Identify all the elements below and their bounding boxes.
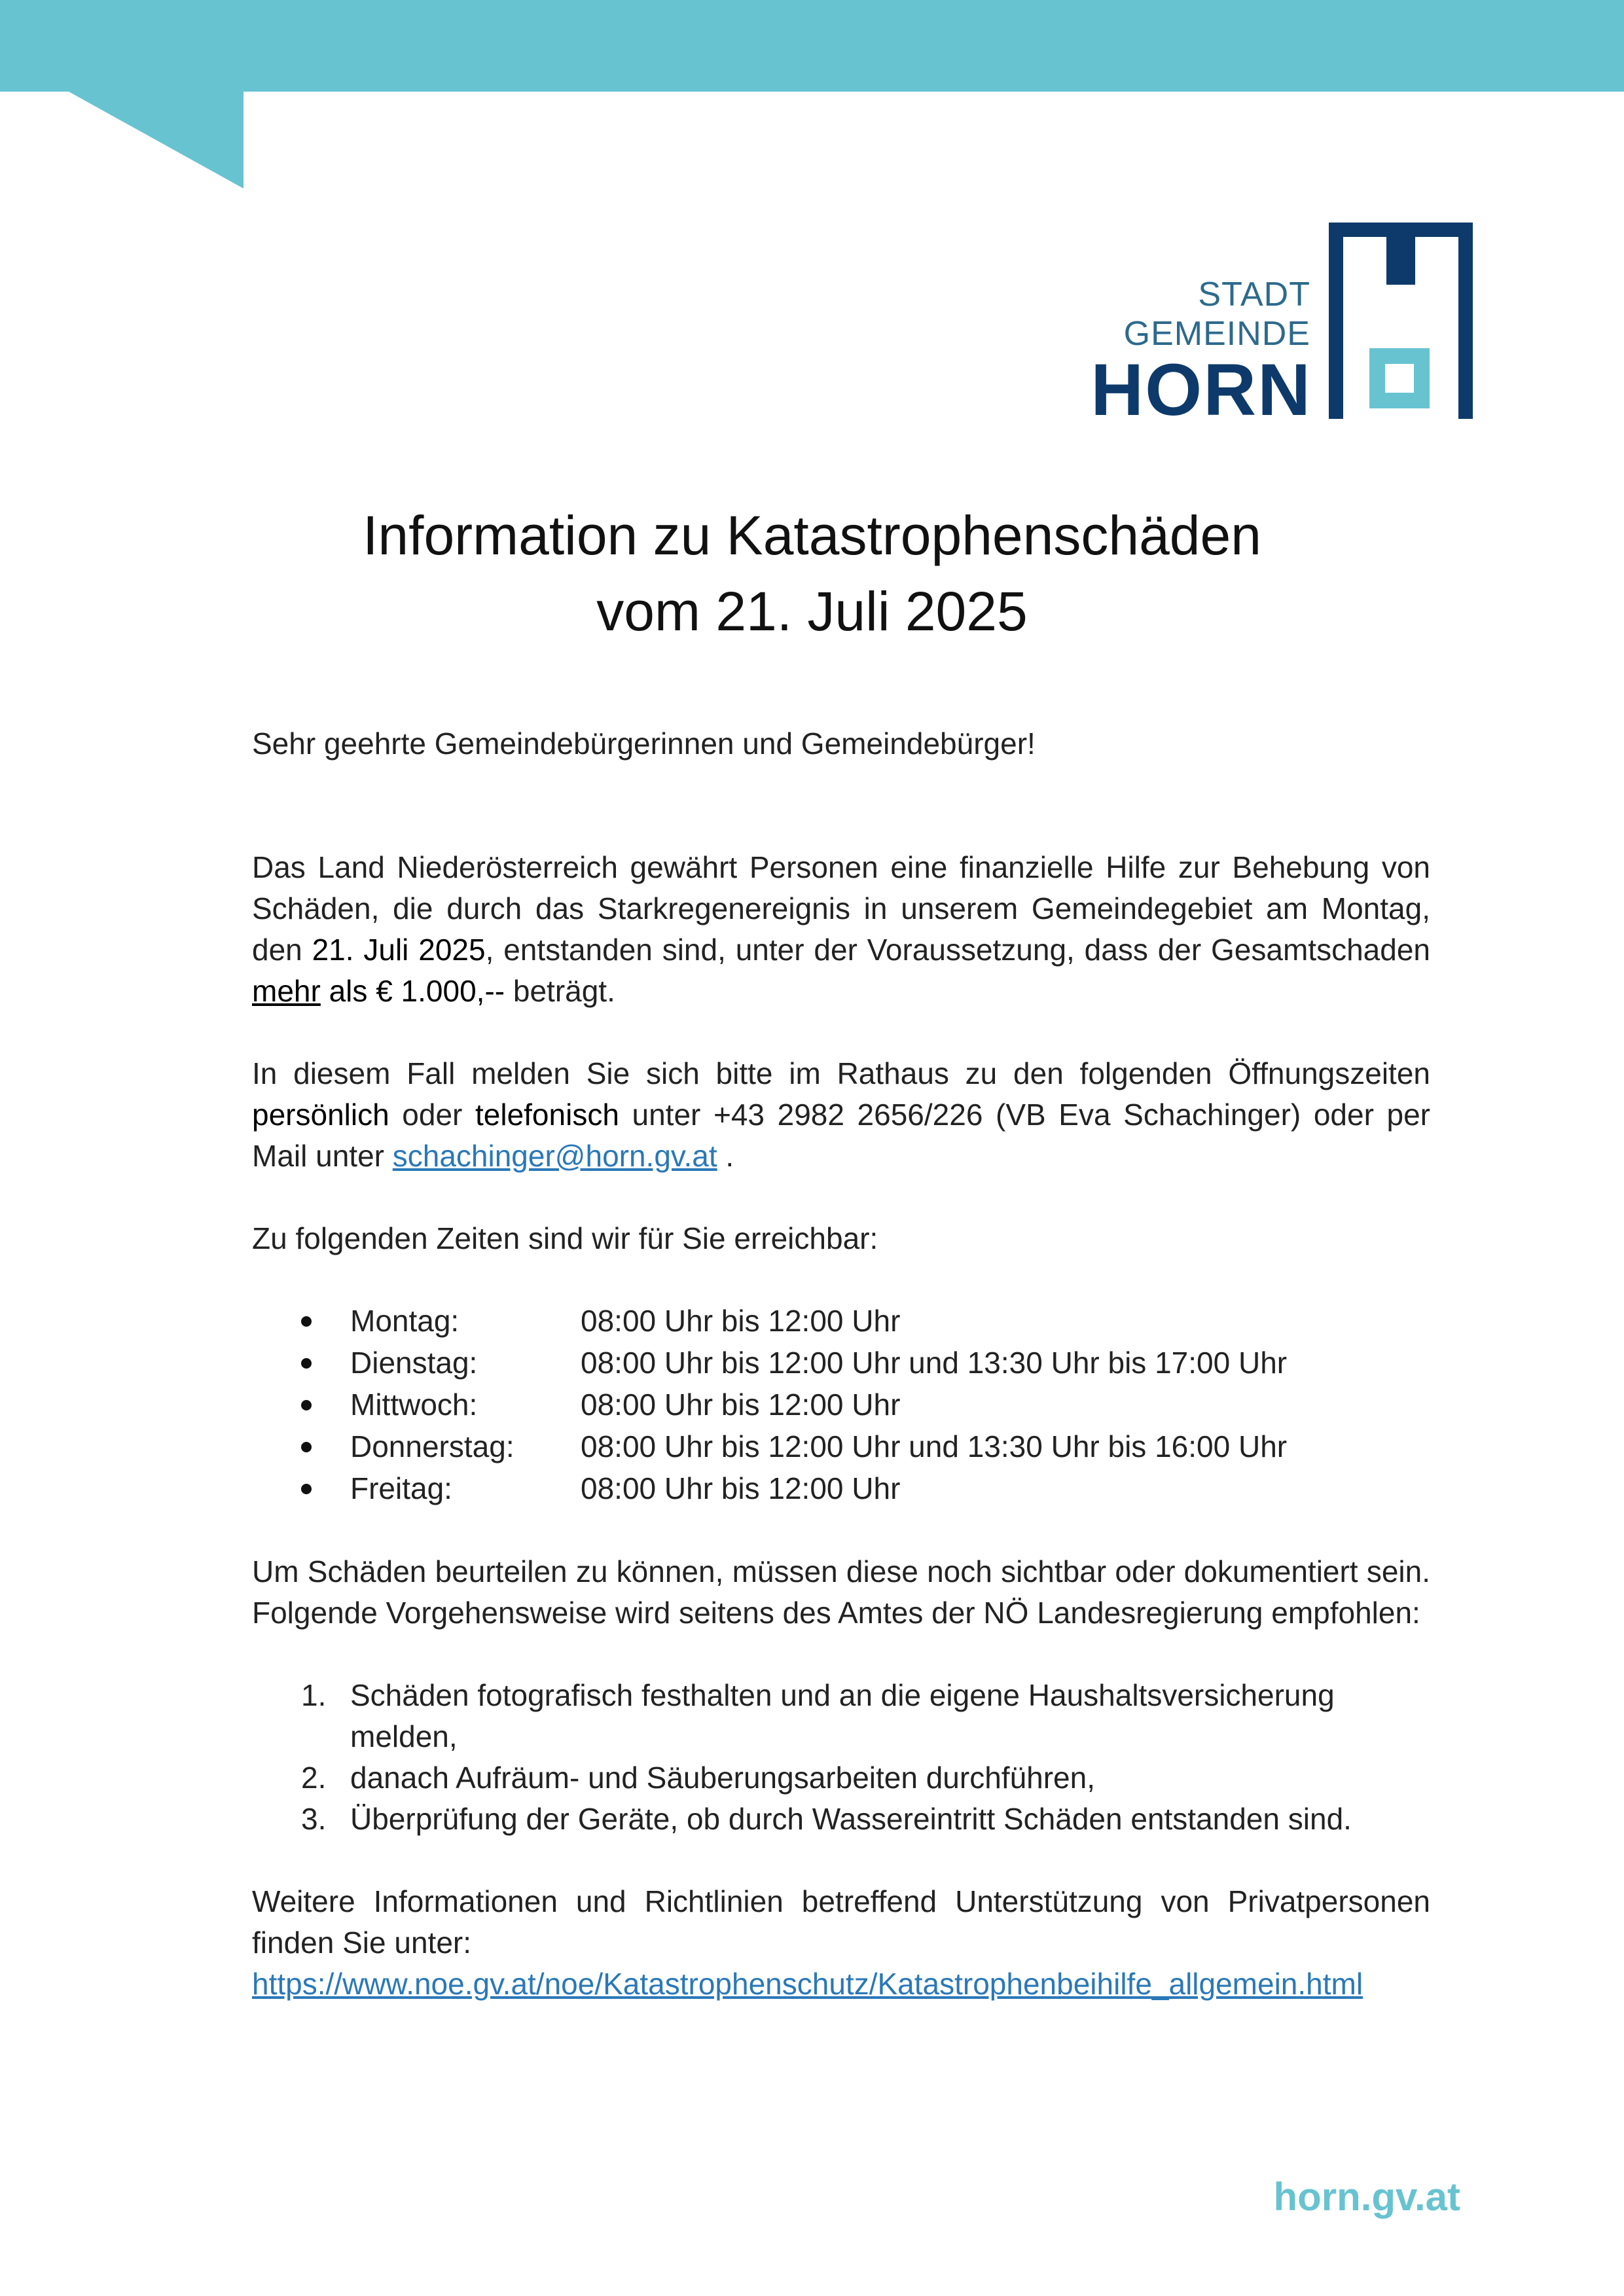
damage-threshold: € 1.000,-- xyxy=(376,974,505,1008)
letter-body xyxy=(252,723,1430,2005)
corner-ribbon xyxy=(0,92,249,190)
logo-text-horn: HORN xyxy=(1091,349,1312,431)
emphasis-mehr: mehr xyxy=(252,974,321,1008)
email-link[interactable]: schachinger@horn.gv.at xyxy=(392,1139,717,1173)
info-link[interactable]: https://www.noe.gv.at/noe/Katastrophenschutz/Katastrophenbeihilfe_allgemein.html xyxy=(252,1967,1363,2001)
salutation: Sehr geehrte Gemeindebürgerinnen und Gemeindebürger! xyxy=(252,726,1036,761)
paragraph-procedure: Um Schäden beurteilen zu können, müssen diese noch sichtbar oder dokumentiert sein. Folgende Vorgehensweise wird seitens des Amtes der NÖ Landesregierung empfohlen: xyxy=(252,1554,1430,1630)
emphasis-telefonisch: telefonisch xyxy=(475,1098,619,1132)
list-item: 1. Schäden fotografisch festhalten und an die eigene Haushaltsversicherung melden, xyxy=(301,1678,1335,1753)
bullet-icon xyxy=(301,1400,312,1410)
bullet-icon xyxy=(301,1316,312,1327)
bullet-icon xyxy=(301,1358,312,1369)
emphasis-persoenlich: persönlich xyxy=(252,1098,389,1132)
procedure-steps xyxy=(252,1675,1430,1840)
bullet-icon xyxy=(301,1484,312,1494)
list-item: Mittwoch: 08:00 Uhr bis 12:00 Uhr xyxy=(252,1384,1430,1426)
emphasis-als: als xyxy=(329,974,368,1008)
logo-text-stadt: STADT xyxy=(1198,276,1310,314)
list-item: Donnerstag: 08:00 Uhr bis 12:00 Uhr und 13:30 Uhr bis 16:00 Uhr xyxy=(252,1426,1430,1468)
paragraph-contact: In diesem Fall melden Sie sich bitte im Rathaus zu den folgenden Öffnungszeiten persönlich oder telefonisch unter +43 2982 2656/226 (VB Eva Schachinger) oder per Mail unter schachinger@horn.gv.at . xyxy=(252,1056,1430,1173)
paragraph-more-info: Weitere Informationen und Richtlinien betreffend Unterstützung von Privatpersonen finden Sie unter: xyxy=(252,1884,1430,1960)
logo xyxy=(1041,223,1473,431)
event-date: 21. Juli 2025 xyxy=(312,933,486,967)
paragraph-eligibility: Das Land Niederösterreich gewährt Personen eine finanzielle Hilfe zur Behebung von Schäden, die durch das Starkregenereignis in unserem Gemeindegebiet am Montag, den 21. Juli 2025, entstanden sind, unter der Voraussetzung, dass der Gesamtschaden mehr als € 1.000,-- beträgt. xyxy=(252,850,1430,1008)
opening-hours-list xyxy=(252,1300,1430,1510)
logo-mark-icon xyxy=(1329,223,1473,419)
list-item: 2. danach Aufräum- und Säuberungsarbeiten durchführen, xyxy=(301,1761,1096,1795)
bullet-icon xyxy=(301,1442,312,1452)
hours-intro: Zu folgenden Zeiten sind wir für Sie erreichbar: xyxy=(252,1221,878,1255)
footer-url: horn.gv.at xyxy=(1273,2175,1460,2219)
title-line-2: vom 21. Juli 2025 xyxy=(596,581,1028,642)
list-item: 3. Überprüfung der Geräte, ob durch Wassereintritt Schäden entstanden sind. xyxy=(301,1802,1352,1836)
title-line-1: Information zu Katastrophenschäden xyxy=(363,505,1261,566)
logo-text-gemeinde: GEMEINDE xyxy=(1123,315,1310,353)
list-item: Montag: 08:00 Uhr bis 12:00 Uhr xyxy=(252,1300,1430,1342)
top-banner xyxy=(0,0,1624,92)
page-title xyxy=(0,497,1624,649)
list-item: Dienstag: 08:00 Uhr bis 12:00 Uhr und 13:30 Uhr bis 17:00 Uhr xyxy=(252,1342,1430,1384)
list-item: Freitag: 08:00 Uhr bis 12:00 Uhr xyxy=(252,1468,1430,1510)
